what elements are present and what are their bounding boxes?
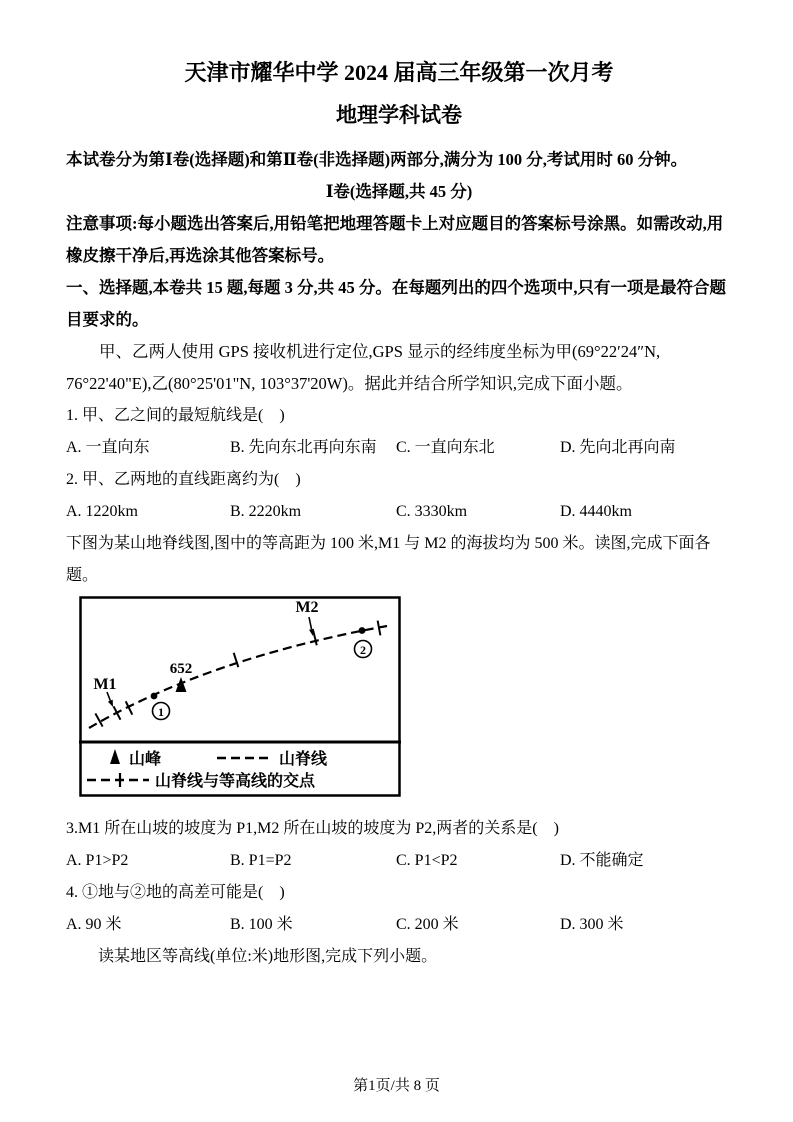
question-3-text: 3.M1 所在山坡的坡度为 P1,M2 所在山坡的坡度为 P2,两者的关系是( ) [66, 820, 559, 837]
m1-arrow-line [107, 692, 110, 701]
legend-intersection-label: 山脊线与等高线的交点 [155, 773, 316, 790]
legend-peak-label: 山峰 [129, 751, 162, 768]
m1-arrowhead-icon [108, 700, 113, 707]
legend-peak-icon [110, 749, 120, 764]
exam-subtitle: 地理学科试卷 [336, 103, 462, 127]
point-2-dot [359, 627, 366, 634]
question-2-option-b: B. 2220km [230, 503, 302, 520]
m2-arrow-line [309, 617, 312, 629]
legend-ridge-label: 山脊线 [279, 751, 328, 768]
question-1-option-b: B. 先向东北再向东南 [230, 439, 377, 456]
ridge-stimulus-paragraph: 下图为某山地脊线图,图中的等高距为 100 米,M1 与 M2 的海拔均为 500 米。读图,完成下面各题。 [66, 535, 711, 584]
question-4-text: 4. ①地与②地的高差可能是( ) [66, 884, 285, 901]
notice-paragraph: 注意事项:每小题选出答案后,用铅笔把地理答题卡上对应题目的答案标号涂黑。如需改动,用橡皮擦干净后,再选涂其他答案标号。 [66, 214, 724, 265]
m1-label: M1 [93, 676, 117, 693]
question-1-options [66, 432, 732, 464]
exam-intro-paragraph: 本试卷分为第Ⅰ卷(选择题)和第Ⅱ卷(非选择题)两部分,满分为 100 分,考试用时 60 分钟。 [66, 150, 688, 169]
question-4-options [66, 909, 732, 941]
peak-elevation-label: 652 [169, 661, 193, 677]
question-3-option-c: C. P1<P2 [396, 852, 458, 869]
contour-tick-5-m2 [313, 631, 317, 646]
page-content [66, 56, 732, 973]
question-2-options [66, 496, 732, 528]
circled-2-digit: 2 [360, 643, 366, 657]
question-4-option-d: D. 300 米 [560, 916, 624, 933]
question-2-option-c: C. 3330km [396, 503, 468, 520]
question-1-option-c: C. 一直向东北 [396, 439, 495, 456]
point-1-dot [151, 693, 158, 700]
contour-stimulus-paragraph: 读某地区等高线(单位:米)地形图,完成下列小题。 [98, 948, 438, 965]
question-3-option-b: B. P1=P2 [230, 852, 292, 869]
question-3-option-d: D. 不能确定 [560, 852, 644, 869]
question-1-option-a: A. 一直向东 [66, 439, 150, 456]
ridge-figure [79, 596, 401, 797]
page-footer: 第1页/共 8 页 [353, 1078, 440, 1094]
ridge-map-svg [79, 596, 401, 797]
exam-title: 天津市耀华中学 2024 届高三年级第一次月考 [184, 60, 614, 85]
section1-heading: Ⅰ卷(选择题,共 45 分) [325, 182, 473, 201]
contour-tick-6 [378, 621, 381, 636]
question-3-options [66, 845, 732, 877]
question-1-option-d: D. 先向北再向南 [560, 439, 676, 456]
ridge-line-path [89, 626, 387, 728]
question-2-option-d: D. 4440km [560, 503, 632, 520]
question-4-option-b: B. 100 米 [230, 916, 293, 933]
question-3-option-a: A. P1>P2 [66, 852, 129, 869]
m2-label: M2 [295, 599, 319, 616]
question-4-option-c: C. 200 米 [396, 916, 459, 933]
question-1-text: 1. 甲、乙之间的最短航线是( ) [66, 407, 285, 424]
circled-1-digit: 1 [158, 705, 164, 719]
question-2-text: 2. 甲、乙两地的直线距离约为( ) [66, 471, 301, 488]
gps-stimulus-paragraph: 甲、乙两人使用 GPS 接收机进行定位,GPS 显示的经纬度坐标为甲(69°22′24″N, 76°22'40"E),乙(80°25'01"N, 103°37'20W)。据此并结合所学知识,完成下面小题。 [66, 342, 661, 393]
question-2-option-a: A. 1220km [66, 503, 138, 520]
question-4-option-a: A. 90 米 [66, 916, 122, 933]
selection-rule-paragraph: 一、选择题,本卷共 15 题,每题 3 分,共 45 分。在每题列出的四个选项中,只有一项是最符合题目要求的。 [66, 278, 726, 329]
